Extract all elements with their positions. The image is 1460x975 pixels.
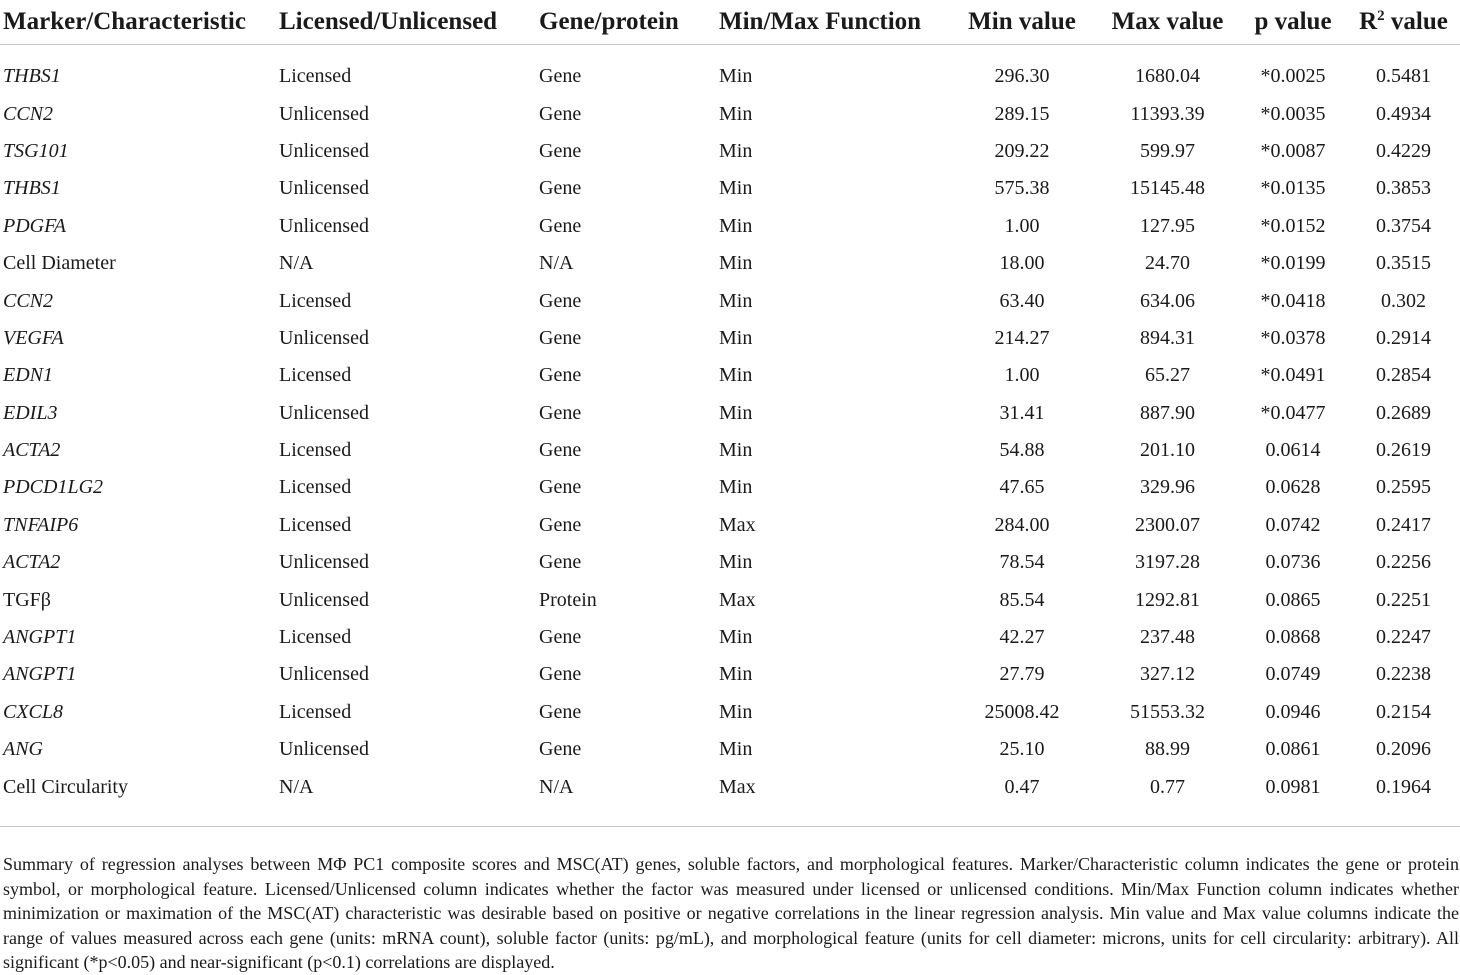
cell-licensed: Licensed <box>279 700 352 723</box>
cell-p-value: 0.0865 <box>1265 588 1321 611</box>
cell-min-value: 0.47 <box>1004 775 1040 798</box>
cell-minmax-function: Max <box>719 513 756 536</box>
cell-r2-value: 0.2854 <box>1376 364 1431 387</box>
cell-gene-protein: Gene <box>539 551 582 574</box>
cell-min-value: 209.22 <box>994 139 1050 162</box>
cell-licensed: Unlicensed <box>279 177 369 200</box>
cell-max-value: 887.90 <box>1140 401 1195 424</box>
cell-max-value: 88.99 <box>1145 738 1190 761</box>
header-p-value: p value <box>1239 0 1347 45</box>
header-marker: Marker/Characteristic <box>0 0 276 45</box>
cell-p-value: 0.0742 <box>1265 513 1321 536</box>
cell-minmax-function: Min <box>719 364 753 387</box>
cell-p-value: 0.0749 <box>1265 663 1321 686</box>
cell-p-value: 0.0861 <box>1265 738 1321 761</box>
cell-max-value: 51553.32 <box>1130 700 1205 723</box>
cell-gene-protein: Protein <box>539 588 597 611</box>
cell-r2-value: 0.302 <box>1381 289 1426 312</box>
cell-r2-value: 0.4229 <box>1376 139 1431 162</box>
cell-gene-protein: Gene <box>539 326 582 349</box>
header-r2-prefix: R <box>1359 8 1378 35</box>
table-row <box>0 507 1460 544</box>
table-row <box>0 133 1460 170</box>
cell-r2-value: 0.2238 <box>1376 663 1431 686</box>
cell-min-value: 25.10 <box>999 738 1045 761</box>
cell-max-value: 3197.28 <box>1135 551 1200 574</box>
cell-marker: EDIL3 <box>3 401 58 424</box>
cell-marker: CXCL8 <box>3 700 64 723</box>
table-body <box>0 45 1460 806</box>
cell-gene-protein: Gene <box>539 476 582 499</box>
header-gene-protein: Gene/protein <box>536 0 716 45</box>
table-row <box>0 768 1460 805</box>
cell-gene-protein: N/A <box>539 252 574 275</box>
cell-minmax-function: Min <box>719 401 753 424</box>
header-min-value: Min value <box>948 0 1096 45</box>
cell-p-value: *0.0152 <box>1260 214 1326 237</box>
cell-p-value: *0.0418 <box>1260 289 1326 312</box>
cell-max-value: 2300.07 <box>1135 513 1200 536</box>
cell-r2-value: 0.4934 <box>1376 102 1431 125</box>
cell-p-value: 0.0628 <box>1265 476 1321 499</box>
header-r2-superscript: 2 <box>1377 8 1385 24</box>
header-r2-suffix: value <box>1384 8 1448 35</box>
cell-gene-protein: Gene <box>539 626 582 649</box>
table-row <box>0 282 1460 319</box>
cell-r2-value: 0.2417 <box>1376 513 1431 536</box>
cell-minmax-function: Min <box>719 551 753 574</box>
cell-max-value: 1292.81 <box>1135 588 1200 611</box>
table-row <box>0 170 1460 207</box>
cell-licensed: Unlicensed <box>279 102 369 125</box>
cell-min-value: 27.79 <box>999 663 1045 686</box>
header-licensed: Licensed/Unlicensed <box>276 0 536 45</box>
table-bottom-rule <box>0 826 1460 827</box>
cell-min-value: 78.54 <box>999 551 1045 574</box>
table-row <box>0 320 1460 357</box>
cell-gene-protein: Gene <box>539 439 582 462</box>
cell-max-value: 1680.04 <box>1135 65 1200 88</box>
cell-min-value: 1.00 <box>1004 364 1040 387</box>
cell-minmax-function: Min <box>719 65 753 88</box>
cell-minmax-function: Min <box>719 214 753 237</box>
cell-max-value: 201.10 <box>1140 439 1195 462</box>
cell-marker: Cell Circularity <box>3 775 128 798</box>
cell-minmax-function: Min <box>719 439 753 462</box>
cell-min-value: 1.00 <box>1004 214 1040 237</box>
header-minmax-function: Min/Max Function <box>716 0 948 45</box>
cell-max-value: 24.70 <box>1145 252 1190 275</box>
cell-marker: THBS1 <box>3 65 61 88</box>
table-row <box>0 45 1460 96</box>
cell-licensed: Unlicensed <box>279 139 369 162</box>
cell-licensed: N/A <box>279 775 314 798</box>
cell-p-value: *0.0199 <box>1260 252 1326 275</box>
cell-marker: EDN1 <box>3 364 53 387</box>
cell-min-value: 25008.42 <box>984 700 1060 723</box>
table-row <box>0 544 1460 581</box>
cell-p-value: 0.0614 <box>1265 439 1321 462</box>
cell-min-value: 31.41 <box>999 401 1045 424</box>
cell-gene-protein: Gene <box>539 364 582 387</box>
cell-marker: CCN2 <box>3 289 54 312</box>
cell-marker: VEGFA <box>3 326 64 349</box>
cell-p-value: *0.0035 <box>1260 102 1326 125</box>
cell-max-value: 237.48 <box>1140 626 1195 649</box>
cell-gene-protein: Gene <box>539 289 582 312</box>
cell-minmax-function: Max <box>719 588 756 611</box>
cell-p-value: *0.0087 <box>1260 139 1326 162</box>
cell-gene-protein: Gene <box>539 102 582 125</box>
cell-marker: TNFAIP6 <box>3 513 79 536</box>
cell-minmax-function: Min <box>719 252 753 275</box>
cell-max-value: 894.31 <box>1140 326 1195 349</box>
cell-p-value: 0.0981 <box>1265 775 1321 798</box>
cell-licensed: Unlicensed <box>279 551 369 574</box>
cell-r2-value: 0.3515 <box>1376 252 1431 275</box>
table-row <box>0 357 1460 394</box>
cell-licensed: Unlicensed <box>279 326 369 349</box>
cell-gene-protein: Gene <box>539 214 582 237</box>
table-row <box>0 619 1460 656</box>
cell-max-value: 65.27 <box>1145 364 1190 387</box>
cell-p-value: *0.0477 <box>1260 401 1326 424</box>
cell-gene-protein: Gene <box>539 177 582 200</box>
cell-minmax-function: Min <box>719 626 753 649</box>
cell-min-value: 296.30 <box>994 65 1050 88</box>
cell-minmax-function: Min <box>719 289 753 312</box>
table-row <box>0 694 1460 731</box>
cell-r2-value: 0.2096 <box>1376 738 1431 761</box>
table-row <box>0 395 1460 432</box>
cell-r2-value: 0.2619 <box>1376 439 1431 462</box>
cell-min-value: 63.40 <box>999 289 1045 312</box>
table-row <box>0 581 1460 618</box>
cell-p-value: *0.0135 <box>1260 177 1326 200</box>
cell-marker: Cell Diameter <box>3 252 116 275</box>
cell-max-value: 15145.48 <box>1130 177 1205 200</box>
cell-max-value: 599.97 <box>1140 139 1195 162</box>
cell-marker: ACTA2 <box>3 439 61 462</box>
header-max-value: Max value <box>1096 0 1239 45</box>
cell-gene-protein: Gene <box>539 700 582 723</box>
cell-licensed: Licensed <box>279 439 352 462</box>
cell-licensed: Licensed <box>279 364 352 387</box>
cell-max-value: 127.95 <box>1140 214 1195 237</box>
table-row <box>0 432 1460 469</box>
cell-gene-protein: Gene <box>539 513 582 536</box>
cell-gene-protein: Gene <box>539 401 582 424</box>
cell-licensed: N/A <box>279 252 314 275</box>
cell-licensed: Licensed <box>279 65 352 88</box>
cell-marker: TSG101 <box>3 139 69 162</box>
cell-marker: CCN2 <box>3 102 54 125</box>
cell-max-value: 0.77 <box>1150 775 1185 798</box>
table-row <box>0 95 1460 132</box>
cell-licensed: Unlicensed <box>279 663 369 686</box>
cell-marker: PDGFA <box>3 214 66 237</box>
cell-gene-protein: Gene <box>539 663 582 686</box>
cell-min-value: 54.88 <box>999 439 1045 462</box>
table-row <box>0 245 1460 282</box>
cell-max-value: 11393.39 <box>1130 102 1205 125</box>
cell-minmax-function: Min <box>719 326 753 349</box>
cell-r2-value: 0.1964 <box>1376 775 1431 798</box>
cell-minmax-function: Min <box>719 139 753 162</box>
cell-p-value: 0.0736 <box>1265 551 1321 574</box>
cell-licensed: Licensed <box>279 289 352 312</box>
cell-minmax-function: Min <box>719 738 753 761</box>
cell-min-value: 575.38 <box>994 177 1050 200</box>
cell-licensed: Unlicensed <box>279 214 369 237</box>
cell-gene-protein: Gene <box>539 65 582 88</box>
cell-minmax-function: Min <box>719 102 753 125</box>
cell-marker: THBS1 <box>3 177 61 200</box>
cell-r2-value: 0.3754 <box>1376 214 1431 237</box>
cell-r2-value: 0.2595 <box>1376 476 1431 499</box>
cell-marker: ANGPT1 <box>3 663 77 686</box>
cell-marker: ACTA2 <box>3 551 61 574</box>
cell-min-value: 42.27 <box>999 626 1045 649</box>
cell-max-value: 329.96 <box>1140 476 1195 499</box>
cell-r2-value: 0.2914 <box>1376 326 1431 349</box>
cell-minmax-function: Min <box>719 476 753 499</box>
cell-r2-value: 0.5481 <box>1376 65 1431 88</box>
cell-min-value: 284.00 <box>994 513 1050 536</box>
cell-p-value: *0.0491 <box>1260 364 1326 387</box>
cell-licensed: Unlicensed <box>279 738 369 761</box>
cell-min-value: 47.65 <box>999 476 1045 499</box>
cell-minmax-function: Min <box>719 663 753 686</box>
cell-licensed: Licensed <box>279 513 352 536</box>
cell-marker: PDCD1LG2 <box>3 476 104 499</box>
cell-minmax-function: Max <box>719 775 756 798</box>
cell-marker: ANGPT1 <box>3 626 77 649</box>
cell-licensed: Unlicensed <box>279 401 369 424</box>
cell-r2-value: 0.2247 <box>1376 626 1431 649</box>
cell-marker: ANG <box>3 738 43 761</box>
cell-r2-value: 0.2256 <box>1376 551 1431 574</box>
cell-p-value: 0.0868 <box>1265 626 1321 649</box>
cell-p-value: 0.0946 <box>1265 700 1321 723</box>
table-row <box>0 469 1460 506</box>
cell-gene-protein: Gene <box>539 738 582 761</box>
cell-min-value: 85.54 <box>999 588 1045 611</box>
cell-max-value: 634.06 <box>1140 289 1195 312</box>
table-footnote: Summary of regression analyses between MΦ PC1 composite scores and MSC(AT) genes, soluble factors, and morphological features. Marker/Characteristic column indicates the gene or protein symbol, or morphological feature. Licensed/Unlicensed column indicates whether the factor was measured under licensed or unlicensed conditions. Min/Max Function column indicates whether minimization or maximation of the MSC(AT) characteristic was desirable based on positive or negative correlations in the linear regression analysis. Min value and Max value columns indicate the range of values measured across each gene (units: mRNA count), soluble factor (units: pg/mL), and morphological feature (units for cell diameter: microns, units for cell circularity: arbitrary). All significant (*p<0.05) and near-significant (p<0.1) correlations are displayed. <box>3 854 1459 972</box>
header-row <box>0 0 1460 45</box>
cell-max-value: 327.12 <box>1140 663 1195 686</box>
cell-p-value: *0.0378 <box>1260 326 1326 349</box>
cell-marker: TGFβ <box>3 588 51 611</box>
cell-licensed: Licensed <box>279 626 352 649</box>
cell-minmax-function: Min <box>719 177 753 200</box>
cell-min-value: 289.15 <box>994 102 1050 125</box>
header-r2-value <box>1347 0 1460 45</box>
cell-licensed: Unlicensed <box>279 588 369 611</box>
cell-r2-value: 0.3853 <box>1376 177 1431 200</box>
cell-r2-value: 0.2154 <box>1376 700 1431 723</box>
cell-licensed: Licensed <box>279 476 352 499</box>
cell-r2-value: 0.2689 <box>1376 401 1431 424</box>
cell-min-value: 214.27 <box>994 326 1050 349</box>
table-row <box>0 208 1460 245</box>
cell-gene-protein: Gene <box>539 139 582 162</box>
cell-minmax-function: Min <box>719 700 753 723</box>
table-row <box>0 656 1460 693</box>
cell-gene-protein: N/A <box>539 775 574 798</box>
cell-min-value: 18.00 <box>999 252 1045 275</box>
cell-r2-value: 0.2251 <box>1376 588 1431 611</box>
cell-p-value: *0.0025 <box>1260 65 1326 88</box>
table-row <box>0 731 1460 768</box>
